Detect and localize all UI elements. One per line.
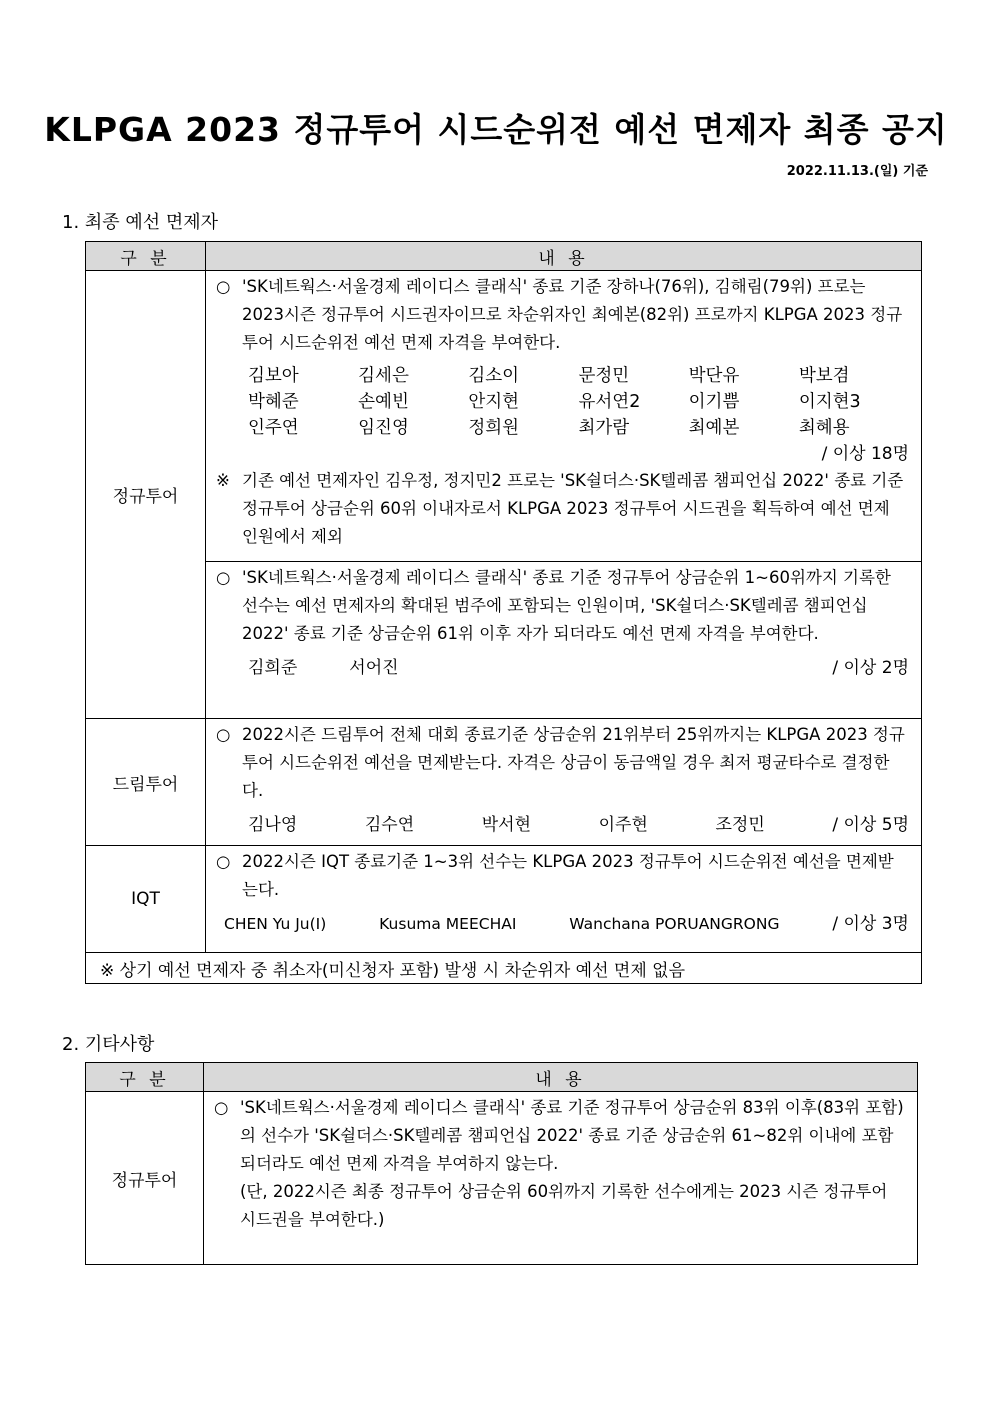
iqt-total: / 이상 3명 [832, 914, 909, 934]
name-item: 조정민 [715, 815, 765, 835]
category-regular-2: 정규투어 [86, 1092, 204, 1265]
dream-total: / 이상 5명 [832, 815, 909, 835]
name-item: CHEN Yu Ju(I) [224, 915, 327, 933]
section2-regular-text2: (단, 2022시즌 최종 정규투어 상금순위 60위까지 기록한 선수에게는 2023 시즌 정규투어 시드권을 부여한다.) [240, 1182, 888, 1229]
name-item: Kusuma MEECHAI [379, 915, 517, 933]
category-dream: 드림투어 [86, 719, 206, 846]
regular-names-2 [216, 654, 909, 682]
category-iqt: IQT [86, 846, 206, 953]
regular-para2: 'SK네트웍스·서울경제 레이디스 클래식' 종료 기준 정규투어 상금순위 1~60위까지 기록한 선수는 예선 면제자의 확대된 범주에 포함되는 인원이며, 'SK쉴더스·SK텔레콤 챔피언십 2022' 종료 기준 상금순위 61위 이후 자가 되더라도 예선 면제 자격을 부여한다. [242, 568, 891, 643]
circle-bullet-icon: ○ [214, 1098, 229, 1117]
col-content-header: 내 용 [206, 242, 922, 271]
col-content-header: 내 용 [204, 1063, 918, 1092]
name-item: 이지현3 [798, 392, 861, 412]
section1-footnote: ※ 상기 예선 면제자 중 취소자(미신청자 포함) 발생 시 차순위자 예선 면제 없음 [86, 953, 922, 984]
circle-bullet-icon: ○ [216, 277, 231, 296]
name-item: 최혜용 [798, 418, 850, 438]
name-item: 김희준 [248, 658, 298, 678]
iqt-cell [206, 846, 922, 953]
regular-total-2: / 이상 2명 [832, 658, 909, 678]
section2-heading: 2. 기타사항 [62, 1034, 155, 1055]
name-item: 박보겸 [798, 366, 850, 386]
circle-bullet-icon: ○ [216, 852, 231, 871]
name-item: 안지현 [468, 392, 520, 412]
regular-total-1: / 이상 18명 [821, 444, 909, 464]
col-category-header: 구 분 [86, 1063, 204, 1092]
page-title: KLPGA 2023 정규투어 시드순위전 예선 면제자 최종 공지 [44, 110, 948, 149]
dream-names [216, 811, 909, 839]
section1-table [85, 241, 922, 984]
name-item: 박혜준 [248, 392, 299, 412]
category-regular: 정규투어 [86, 271, 206, 719]
section2-regular-cell [204, 1092, 918, 1265]
name-item: 김세은 [358, 366, 409, 386]
name-item: 인주연 [248, 418, 299, 438]
name-item: 최예본 [688, 418, 740, 438]
name-item: 박단유 [688, 366, 740, 386]
name-item: 이기쁨 [688, 392, 740, 412]
regular-para1: 'SK네트웍스·서울경제 레이디스 클래식' 종료 기준 장하나(76위), 김해림(79위) 프로는 2023시즌 정규투어 시드권자이므로 차순위자인 최예본(82위) 프로까지 KLPGA 2023 정규투어 시드순위전 예선 면제 자격을 부여한다. [242, 277, 903, 352]
section2-table [85, 1062, 918, 1265]
name-item: 김소이 [468, 366, 520, 386]
regular-cell-2 [206, 562, 922, 719]
name-item: 박서현 [481, 815, 532, 835]
section1-heading: 1. 최종 예선 면제자 [62, 212, 219, 233]
name-item: 최가람 [578, 418, 630, 438]
name-item: 정희원 [468, 418, 520, 438]
regular-names [216, 363, 909, 441]
col-category-header: 구 분 [86, 242, 206, 271]
regular-note: 기존 예선 면제자인 김우정, 정지민2 프로는 'SK쉴더스·SK텔레콤 챔피언십 2022' 종료 기준 정규투어 상금순위 60위 이내자로서 KLPGA 2023 정규투어 시드권을 획득하여 예선 면제 인원에서 제외 [242, 471, 904, 546]
name-item: 김수연 [364, 815, 415, 835]
circle-bullet-icon: ○ [216, 725, 231, 744]
section2-regular-text: 'SK네트웍스·서울경제 레이디스 클래식' 종료 기준 정규투어 상금순위 83위 이후(83위 포함)의 선수가 'SK쉴더스·SK텔레콤 챔피언십 2022' 종료 기준 상금순위 61~82위 이내에 포함되더라도 예선 면제 자격을 부여하지 않는다. [240, 1098, 904, 1173]
name-item: 이주현 [598, 815, 648, 835]
name-item: 문정민 [578, 366, 630, 386]
iqt-text: 2022시즌 IQT 종료기준 1~3위 선수는 KLPGA 2023 정규투어 시드순위전 예선을 면제받는다. [242, 852, 894, 899]
name-item: 유서연2 [578, 392, 641, 412]
name-item: Wanchana PORUANGRONG [569, 915, 780, 933]
dream-text: 2022시즌 드림투어 전체 대회 종료기준 상금순위 21위부터 25위까지는 KLPGA 2023 정규투어 시드순위전 예선을 면제받는다. 자격은 상금이 동금액일 경우 최저 평균타수로 결정한다. [242, 725, 905, 800]
dream-cell [206, 719, 922, 846]
reference-date: 2022.11.13.(일) 기준 [786, 164, 928, 179]
name-item: 서어진 [349, 658, 399, 678]
name-item: 임진영 [358, 418, 409, 438]
iqt-names [216, 910, 909, 938]
regular-cell-1 [206, 271, 922, 562]
name-item: 손예빈 [358, 392, 409, 412]
name-item: 김보아 [248, 366, 299, 386]
name-item: 김나영 [248, 815, 298, 835]
circle-bullet-icon: ○ [216, 568, 231, 587]
note-mark-icon: ※ [216, 471, 230, 490]
